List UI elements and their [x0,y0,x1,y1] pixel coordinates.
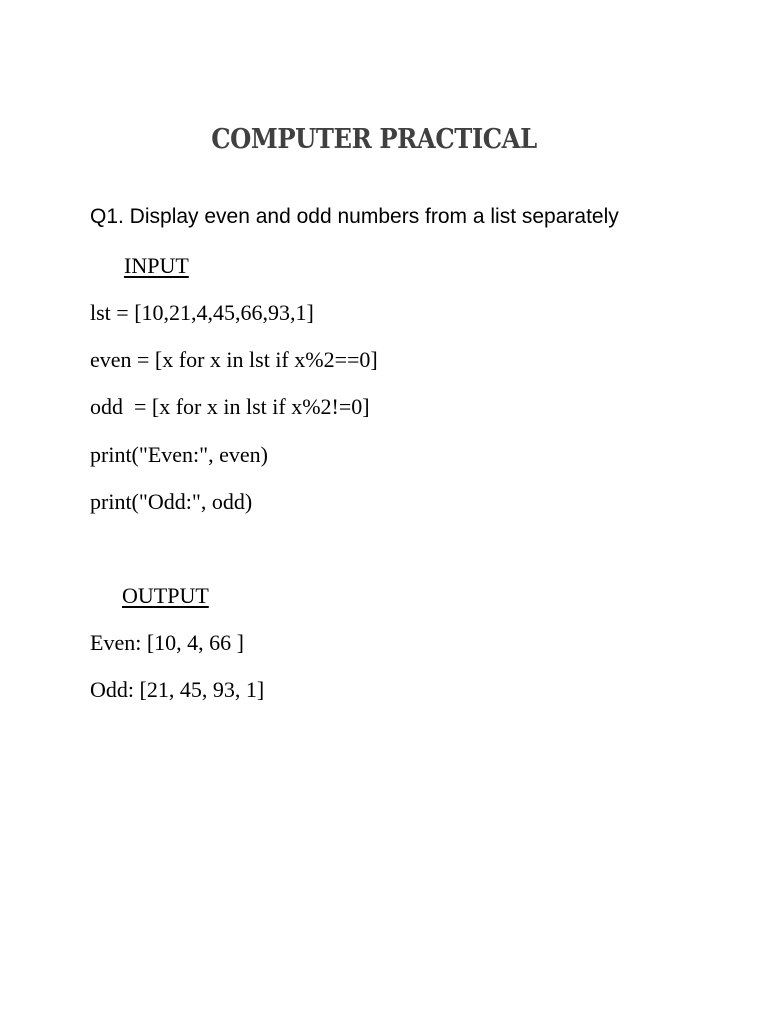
document-title: COMPUTER PRACTICAL [211,124,537,155]
code-line: lst = [10,21,4,45,66,93,1] [90,300,314,325]
code-line: print("Even:", even) [90,442,269,467]
code-line: odd = [x for x in lst if x%2!=0] [90,394,370,419]
code-line: print("Odd:", odd) [90,489,253,514]
output-line: Even: [10, 4, 66 ] [90,630,244,655]
output-line: Odd: [21, 45, 93, 1] [90,677,265,702]
input-heading: INPUT [124,253,189,278]
output-heading: OUTPUT [122,583,209,608]
code-line: even = [x for x in lst if x%2==0] [90,347,378,372]
question-text: Q1. Display even and odd numbers from a list separately [90,205,619,228]
